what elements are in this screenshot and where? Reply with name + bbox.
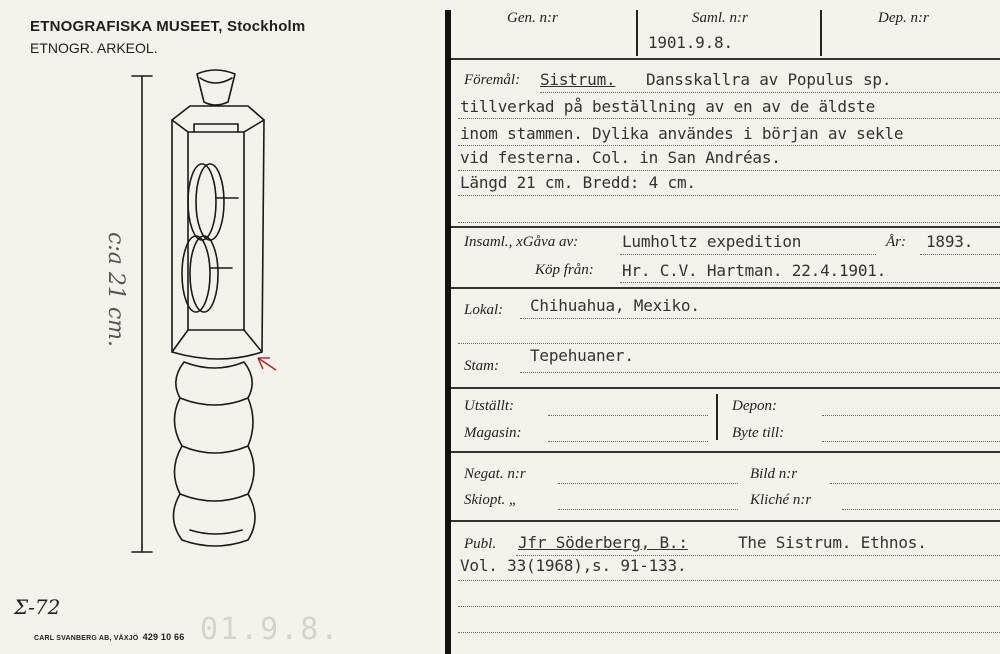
department-name: ETNOGR. ARKEOL. bbox=[30, 40, 158, 56]
object-desc-line-2: tillverkad på beställning av en av de äldste bbox=[460, 97, 876, 116]
printer-name: CARL SVANBERG AB, VÄXJÖ bbox=[34, 635, 139, 642]
dotted-rule bbox=[458, 170, 1000, 171]
museum-name: ETNOGRAFISKA MUSEET, Stockholm bbox=[30, 18, 306, 35]
dep-nr-label: Dep. n:r bbox=[878, 10, 929, 26]
dotted-rule bbox=[458, 195, 1000, 196]
printer-number: 429 10 66 bbox=[142, 632, 185, 642]
row-separator bbox=[451, 451, 1000, 453]
stam-label: Stam: bbox=[464, 358, 499, 374]
kop-fran-value: Hr. C.V. Hartman. 22.4.1901. bbox=[622, 261, 887, 280]
column-divider bbox=[636, 10, 638, 56]
kliche-label: Kliché n:r bbox=[750, 492, 812, 508]
dotted-rule bbox=[458, 606, 1000, 607]
dotted-rule bbox=[920, 254, 1000, 255]
dotted-rule bbox=[458, 580, 1000, 581]
row-separator bbox=[451, 387, 1000, 389]
dotted-rule bbox=[458, 118, 1000, 119]
skiopt-label: Skiopt. „ bbox=[464, 492, 518, 508]
printer-credit bbox=[34, 632, 184, 642]
faint-stamp: 01.9.8. bbox=[200, 612, 341, 647]
dotted-rule bbox=[458, 632, 1000, 633]
row-separator bbox=[451, 58, 1000, 60]
dotted-rule bbox=[458, 145, 1000, 146]
lokal-label: Lokal: bbox=[464, 302, 504, 318]
foremal-label: Föremål: bbox=[464, 72, 521, 88]
dotted-rule bbox=[558, 483, 738, 484]
kop-fran-label: Köp från: bbox=[535, 262, 594, 278]
dotted-rule bbox=[520, 318, 1000, 319]
saml-nr-value: 1901.9.8. bbox=[648, 33, 733, 52]
publ-line-1: The Sistrum. Ethnos. bbox=[738, 533, 927, 552]
dotted-rule bbox=[822, 415, 1000, 416]
lokal-value: Chihuahua, Mexiko. bbox=[530, 296, 700, 315]
bild-label: Bild n:r bbox=[750, 466, 798, 482]
card-divider bbox=[445, 10, 451, 654]
stam-value: Tepehuaner. bbox=[530, 346, 634, 365]
row-separator bbox=[451, 520, 1000, 522]
publ-line-2: Vol. 33(1968),s. 91-133. bbox=[460, 556, 687, 575]
dotted-rule bbox=[830, 483, 1000, 484]
utstallt-label: Utställt: bbox=[464, 398, 515, 414]
handwritten-code: Σ-72 bbox=[14, 595, 61, 619]
column-divider bbox=[820, 10, 822, 56]
depon-label: Depon: bbox=[732, 398, 777, 414]
object-desc-line-4: vid festerna. Col. in San Andréas. bbox=[460, 148, 781, 167]
object-desc-line-5: Längd 21 cm. Bredd: 4 cm. bbox=[460, 173, 696, 192]
sistrum-drawing bbox=[120, 62, 290, 562]
dotted-rule bbox=[822, 441, 1000, 442]
publ-label: Publ. bbox=[464, 536, 497, 552]
dotted-rule bbox=[548, 441, 708, 442]
dotted-rule bbox=[620, 282, 1000, 283]
saml-nr-label: Saml. n:r bbox=[692, 10, 748, 26]
insaml-value: Lumholtz expedition bbox=[622, 232, 802, 251]
row-separator bbox=[451, 287, 1000, 289]
ar-value: 1893. bbox=[926, 232, 974, 251]
object-desc-line-3: inom stammen. Dylika användes i början av sekle bbox=[460, 124, 904, 143]
publ-reference: Jfr Söderberg, B.: bbox=[518, 533, 688, 552]
length-note: c:a 21 cm. bbox=[103, 232, 128, 348]
dotted-rule bbox=[558, 509, 738, 510]
column-divider bbox=[716, 394, 718, 440]
dotted-rule bbox=[458, 343, 1000, 344]
ar-label: År: bbox=[886, 234, 906, 250]
insaml-label: Insaml., xGåva av: bbox=[464, 234, 579, 250]
object-desc-line-1: Dansskallra av Populus sp. bbox=[646, 70, 892, 89]
negat-label: Negat. n:r bbox=[464, 466, 526, 482]
gen-nr-label: Gen. n:r bbox=[507, 10, 558, 26]
dotted-rule bbox=[620, 254, 876, 255]
dotted-rule bbox=[540, 92, 1000, 93]
byte-till-label: Byte till: bbox=[732, 425, 785, 441]
dotted-rule bbox=[842, 509, 1000, 510]
dotted-rule bbox=[548, 415, 708, 416]
object-name: Sistrum. bbox=[540, 70, 616, 89]
magasin-label: Magasin: bbox=[464, 425, 522, 441]
dotted-rule bbox=[520, 372, 1000, 373]
dotted-rule bbox=[458, 222, 1000, 223]
row-separator bbox=[451, 226, 1000, 228]
